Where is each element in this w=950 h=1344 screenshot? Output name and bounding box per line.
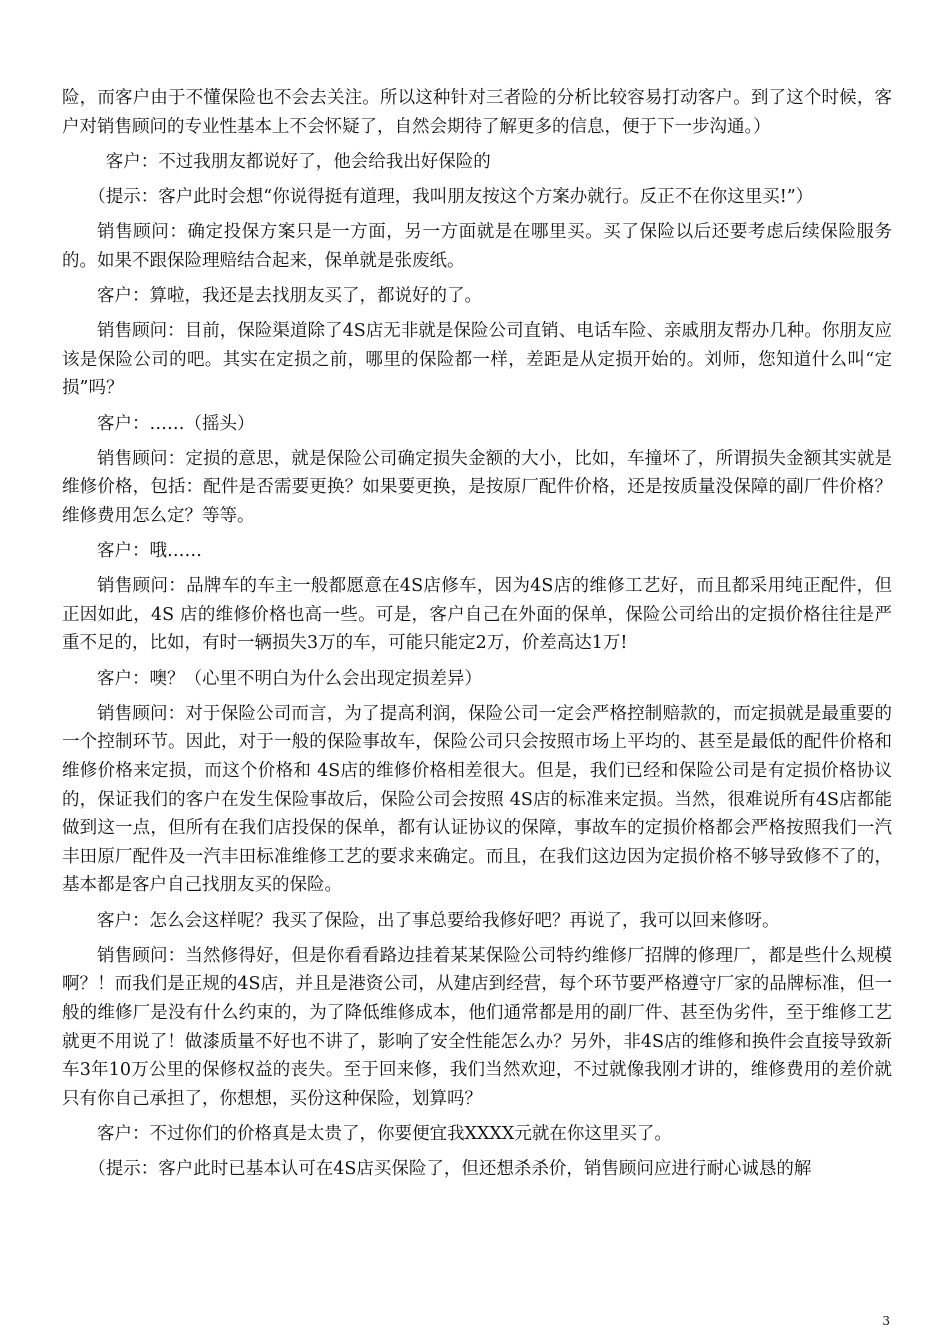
- paragraph-continuation: 险，而客户由于不懂保险也不会去关注。所以这种针对三者险的分析比较容易打动客户。到了这个时候，客户对销售顾问的专业性基本上不会怀疑了，自然会期待了解更多的信息，便于下一步沟通。）: [62, 88, 892, 137]
- paragraph-customer: 客户：不过你们的价格真是太贵了，你要便宜我XXXX元就在你这里买了。: [97, 1123, 672, 1144]
- paragraph-consultant: 销售顾问：当然修得好，但是你看看路边挂着某某保险公司特约维修厂招牌的修理厂，都是些什么规模啊？！而我们是正规的4S店，并且是港资公司，从建店到经营，每个环节要严格遵守厂家的品牌标准，但一般的维修厂是没有什么约束的，为了降低维修成本，他们通常都是用的副厂件、甚至伪劣件，至于维修工艺就更不用说了！做漆质量不好也不讲了，影响了安全性能怎么办？另外，非4S店的维修和换件会直接导致新车3年10万公里的保修权益的丧失。至于回来修，我们当然欢迎，不过就像我刚才讲的，维修费用的差价就只有你自己承担了，你想想，买份这种保险，划算吗？: [62, 945, 892, 1109]
- paragraph-customer: 客户：怎么会这样呢？我买了保险，出了事总要给我修好吧？再说了，我可以回来修呀。: [97, 910, 780, 931]
- document-body: [62, 84, 892, 1190]
- paragraph-tip: （提示：客户此时会想“你说得挺有道理，我叫朋友按这个方案办就行。反正不在你这里买!”）: [88, 186, 814, 207]
- paragraph-customer: 客户：噢？（心里不明白为什么会出现定损差异）: [97, 668, 482, 689]
- paragraph-customer: 客户：不过我朋友都说好了，他会给我出好保险的: [105, 151, 491, 172]
- paragraph-tip: （提示：客户此时已基本认可在4S店买保险了，但还想杀杀价，销售顾问应进行耐心诚恳的解: [88, 1159, 812, 1180]
- paragraph-customer: 客户：哦……: [97, 541, 202, 562]
- paragraph-consultant: 销售顾问：确定投保方案只是一方面，另一方面就是在哪里买。买了保险以后还要考虑后续保险服务的。如果不跟保险理赔结合起来，保单就是张废纸。: [62, 222, 892, 271]
- page-number: 3: [882, 1314, 890, 1328]
- paragraph-consultant: 销售顾问：目前，保险渠道除了4S店无非就是保险公司直销、电话车险、亲戚朋友帮办几种。你朋友应该是保险公司的吧。其实在定损之前，哪里的保险都一样，差距是从定损开始的。刘师，您知道什么叫“定损”吗？: [62, 321, 892, 399]
- paragraph-consultant: 销售顾问：定损的意思，就是保险公司确定损失金额的大小，比如，车撞坏了，所谓损失金额其实就是维修价格，包括：配件是否需要更换？如果要更换，是按原厂配件价格，还是按质量没保障的副厂件价格？维修费用怎么定？等等。: [62, 448, 892, 526]
- paragraph-consultant: 销售顾问：品牌车的车主一般都愿意在4S店修车，因为4S店的维修工艺好，而且都采用纯正配件，但正因如此，4S 店的维修价格也高一些。可是，客户自己在外面的保单，保险公司给出的定损价格往往是严重不足的，比如，有时一辆损失3万的车，可能只能定2万，价差高达1万!: [62, 576, 892, 654]
- paragraph-consultant: 销售顾问：对于保险公司而言，为了提高利润，保险公司一定会严格控制赔款的，而定损就是最重要的一个控制环节。因此，对于一般的保险事故车，保险公司只会按照市场上平均的、甚至是最低的配件价格和维修价格来定损，而这个价格和 4S店的维修价格相差很大。但是，我们已经和保险公司是有定损价格协议的，保证我们的客户在发生保险事故后，保险公司会按照 4S店的标准来定损。当然，很难说所有4S店都能做到这一点，但所有在我们店投保的保单，都有认证协议的保障，事故车的定损价格都会严格按照我们一汽丰田原厂配件及一汽丰田标准维修工艺的要求来确定。而且，在我们这边因为定损价格不够导致修不了的，基本都是客户自己找朋友买的保险。: [62, 703, 892, 896]
- paragraph-customer: 客户：算啦，我还是去找朋友买了，都说好的了。: [97, 285, 482, 306]
- paragraph-customer: 客户：……（摇头）: [97, 413, 255, 434]
